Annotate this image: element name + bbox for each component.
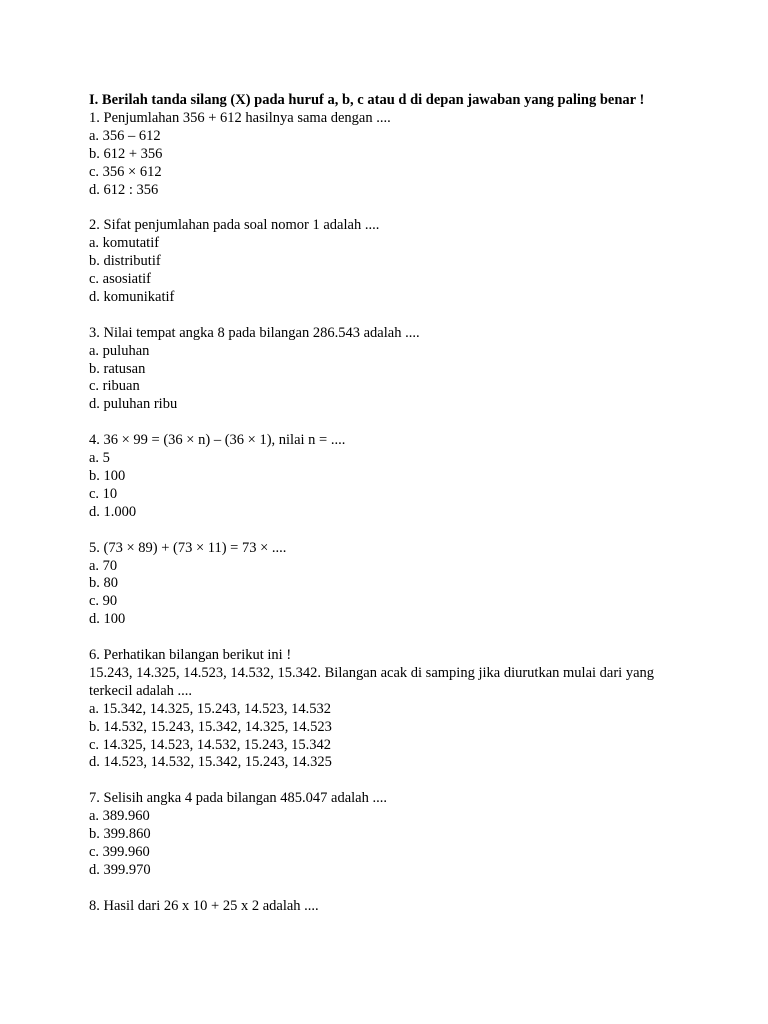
answer-option-a: a. 356 – 612 [89, 127, 161, 144]
question-4 [89, 432, 689, 522]
question-text-continued: 15.243, 14.325, 14.523, 14.532, 15.342. Bilangan acak di samping jika diurutkan mulai dari yang terkecil adalah .... [89, 664, 655, 699]
answer-option-a: a. 15.342, 14.325, 15.243, 14.523, 14.532 [89, 700, 332, 717]
answer-option-c: c. asosiatif [89, 271, 152, 288]
answer-option-a: a. 70 [89, 557, 118, 574]
answer-option-a: a. komutatif [89, 235, 160, 252]
answer-option-c: c. 356 × 612 [89, 163, 162, 180]
question-text: 5. (73 × 89) + (73 × 11) = 73 × .... [89, 539, 287, 556]
answer-option-d: d. 399.970 [89, 861, 151, 878]
answer-option-a: a. 5 [89, 450, 110, 467]
answer-option-d: d. puluhan ribu [89, 396, 178, 413]
answer-option-b: b. 80 [89, 575, 118, 592]
question-7 [89, 790, 689, 880]
question-text: 8. Hasil dari 26 x 10 + 25 x 2 adalah .... [89, 897, 319, 914]
answer-option-d: d. 14.523, 14.532, 15.342, 15.243, 14.325 [89, 754, 332, 771]
question-6 [89, 647, 689, 772]
question-8 [89, 898, 689, 916]
question-1 [89, 110, 689, 200]
instruction-heading: I. Berilah tanda silang (X) pada huruf a, b, c atau d di depan jawaban yang paling benar ! [89, 92, 645, 108]
answer-option-d: d. 612 : 356 [89, 181, 159, 198]
answer-option-d: d. 100 [89, 611, 126, 628]
answer-option-b: b. 399.860 [89, 826, 151, 843]
answer-option-a: a. puluhan [89, 342, 150, 359]
answer-option-c: c. 90 [89, 593, 118, 610]
answer-option-b: b. 14.532, 15.243, 15.342, 14.325, 14.523 [89, 718, 332, 735]
answer-option-d: d. komunikatif [89, 288, 175, 305]
answer-option-c: c. 10 [89, 485, 118, 502]
answer-option-b: b. 100 [89, 467, 126, 484]
question-text: 1. Penjumlahan 356 + 612 hasilnya sama dengan .... [89, 109, 391, 126]
answer-option-d: d. 1.000 [89, 503, 137, 520]
answer-option-a: a. 389.960 [89, 808, 150, 825]
question-text: 6. Perhatikan bilangan berikut ini ! [89, 647, 292, 664]
question-2 [89, 217, 689, 307]
answer-option-c: c. 399.960 [89, 843, 150, 860]
answer-option-b: b. ratusan [89, 360, 146, 377]
question-text: 4. 36 × 99 = (36 × n) – (36 × 1), nilai n = .... [89, 432, 346, 449]
question-list [89, 110, 689, 916]
answer-option-b: b. 612 + 356 [89, 145, 163, 162]
question-text: 3. Nilai tempat angka 8 pada bilangan 286.543 adalah .... [89, 324, 420, 341]
question-5 [89, 540, 689, 630]
question-text: 7. Selisih angka 4 pada bilangan 485.047 adalah .... [89, 790, 387, 807]
worksheet-page [89, 92, 689, 933]
question-text: 2. Sifat penjumlahan pada soal nomor 1 adalah .... [89, 217, 380, 234]
answer-option-c: c. 14.325, 14.523, 14.532, 15.243, 15.342 [89, 736, 332, 753]
question-3 [89, 325, 689, 415]
answer-option-b: b. distributif [89, 253, 161, 270]
answer-option-c: c. ribuan [89, 378, 140, 395]
